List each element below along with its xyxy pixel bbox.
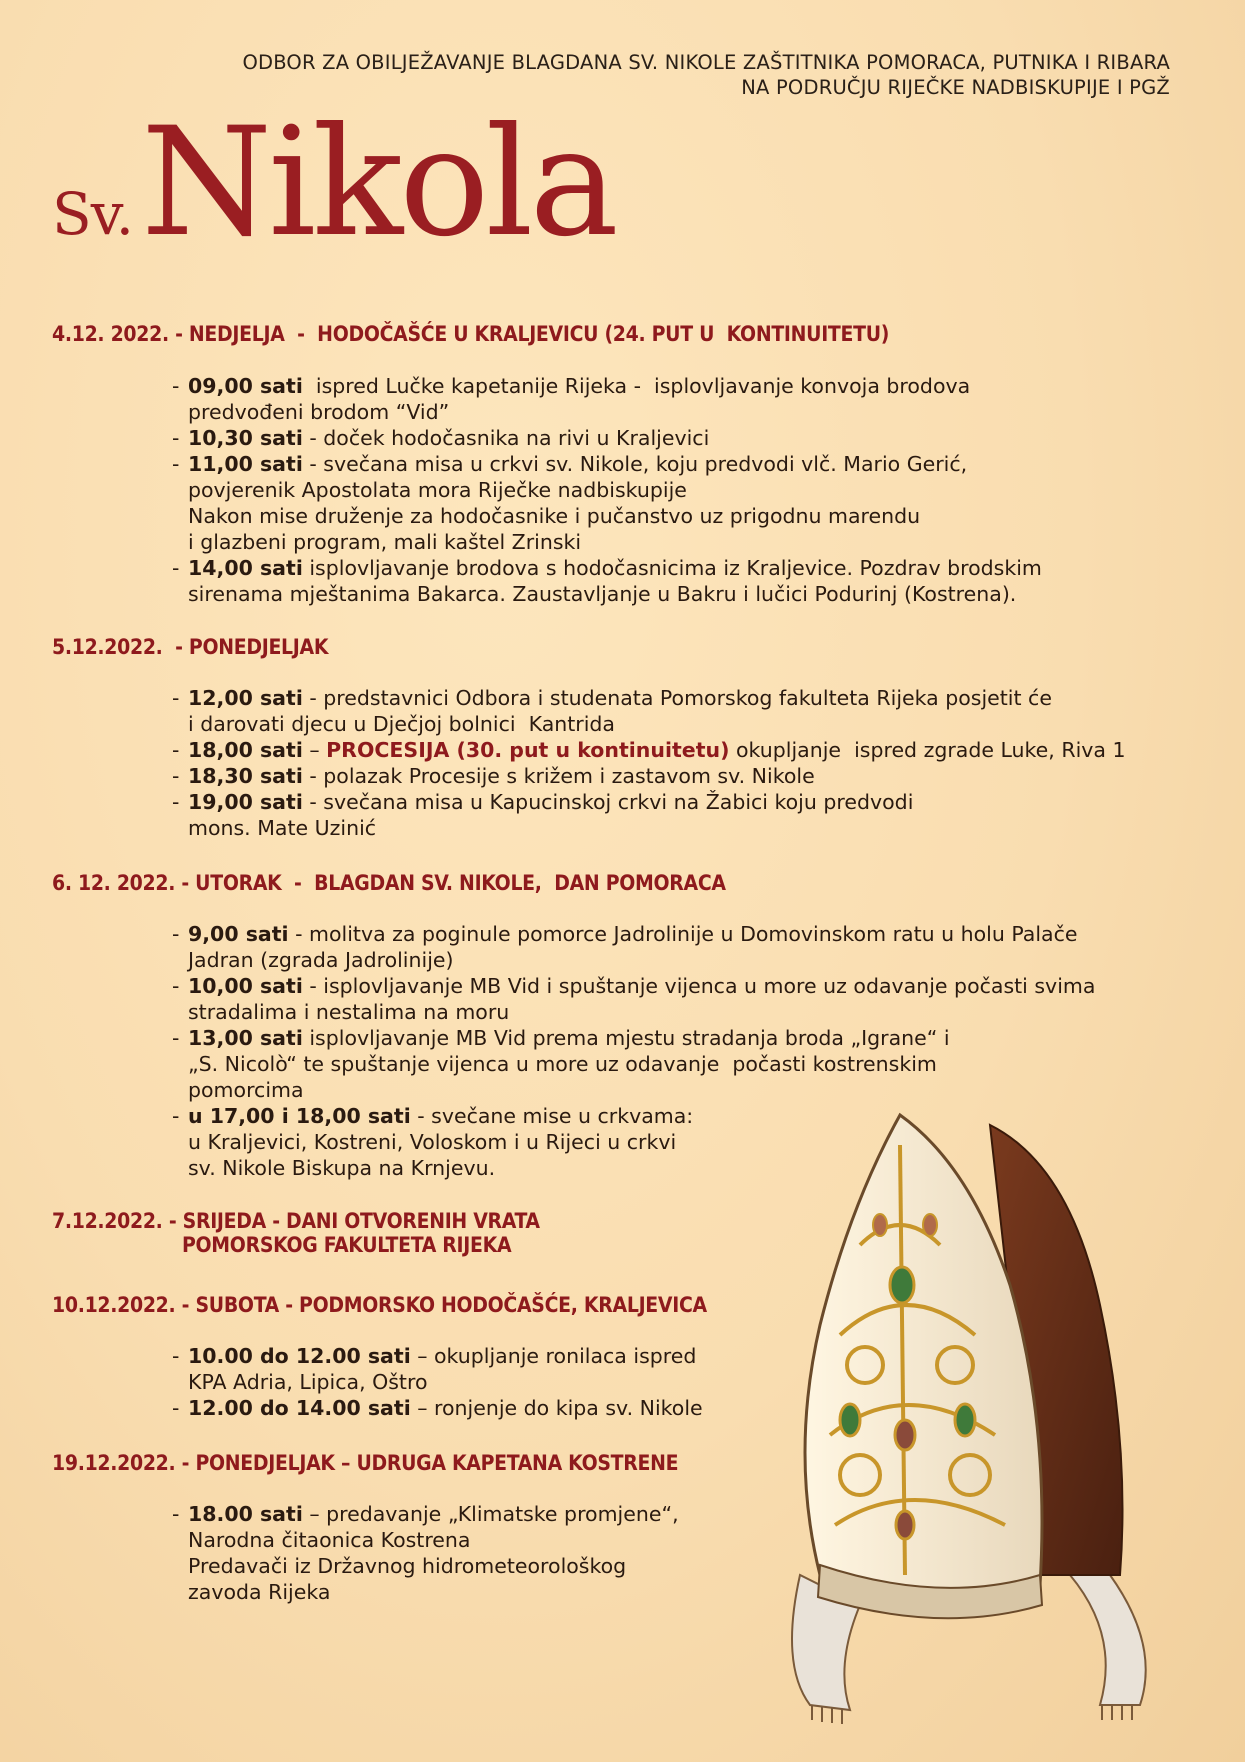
page-title	[52, 96, 615, 270]
section-heading-dec6: 6. 12. 2022. - UTORAK - BLAGDAN SV. NIKOLE, DAN POMORACA	[52, 871, 726, 895]
list-item-continuation: i darovati djecu u Dječjoj bolnici Kantrida	[188, 712, 615, 736]
list-item: - 18,30 sati - polazak Procesije s križem i zastavom sv. Nikole	[172, 764, 815, 788]
list-item-continuation: u Kraljevici, Kostreni, Voloskom i u Rijeci u crkvi	[188, 1130, 677, 1154]
list-item-continuation: i glazbeni program, mali kaštel Zrinski	[188, 530, 582, 554]
list-item-continuation: Jadran (zgrada Jadrolinije)	[188, 948, 454, 972]
list-item: - 09,00 sati ispred Lučke kapetanije Rijeka - isplovljavanje konvoja brodova	[172, 374, 971, 398]
list-item: - 12,00 sati - predstavnici Odbora i studenata Pomorskog fakulteta Rijeka posjetit će	[172, 686, 1052, 710]
section-heading-dec19: 19.12.2022. - PONEDJELJAK – UDRUGA KAPETANA KOSTRENE	[52, 1451, 679, 1475]
organizer-line-2: NA PODRUČJU RIJEČKE NADBISKUPIJE I PGŽ	[741, 76, 1170, 99]
list-item-continuation: Predavači iz Državnog hidrometeorološkog	[188, 1554, 627, 1578]
section-items-dec4	[172, 373, 1042, 607]
list-item-continuation: mons. Mate Uzinić	[188, 816, 377, 840]
section-heading-dec5: 5.12.2022. - PONEDJELJAK	[52, 635, 329, 659]
list-item: - 10.00 do 12.00 sati – okupljanje ronilaca ispred	[172, 1344, 697, 1368]
list-item: - 13,00 sati isplovljavanje MB Vid prema mjestu stradanja broda „Igrane“ i	[172, 1026, 950, 1050]
list-item: - 18,00 sati – PROCESIJA (30. put u kontinuitetu) okupljanje ispred zgrade Luke, Riva 1	[172, 738, 1126, 762]
list-item: - 10,00 sati - isplovljavanje MB Vid i spuštanje vijenca u more uz odavanje počasti svima	[172, 974, 1096, 998]
list-item: - 11,00 sati - svečana misa u crkvi sv. Nikole, koju predvodi vlč. Mario Gerić,	[172, 452, 968, 476]
list-item: - 18.00 sati – predavanje „Klimatske promjene“,	[172, 1502, 679, 1526]
title-prefix: Sv.	[52, 180, 134, 248]
list-item-continuation: predvođeni brodom “Vid”	[188, 400, 450, 424]
section-heading-dec7-cont: POMORSKOG FAKULTETA RIJEKA	[182, 1233, 512, 1257]
list-item-continuation: KPA Adria, Lipica, Oštro	[188, 1370, 428, 1394]
list-item-continuation: povjerenik Apostolata mora Riječke nadbiskupije	[188, 478, 687, 502]
list-item-continuation: „S. Nicolò“ te spuštanje vijenca u more uz odavanje počasti kostrenskim	[188, 1052, 937, 1076]
section-items-dec19	[172, 1501, 679, 1605]
section-heading-dec10: 10.12.2022. - SUBOTA - PODMORSKO HODOČAŠĆE, KRALJEVICA	[52, 1293, 707, 1317]
bishop-mitre-icon	[740, 1105, 1200, 1725]
list-item-continuation: Narodna čitaonica Kostrena	[188, 1528, 471, 1552]
list-item-continuation: sv. Nikole Biskupa na Krnjevu.	[188, 1156, 496, 1180]
list-item-continuation: Nakon mise druženje za hodočasnike i pučanstvo uz prigodnu marendu	[188, 504, 921, 528]
list-item-continuation: sirenama mještanima Bakarca. Zaustavljanje u Bakru i lučici Podurinj (Kostrena).	[188, 582, 1017, 606]
section-items-dec10	[172, 1343, 703, 1421]
list-item: - 9,00 sati - molitva za poginule pomorce Jadrolinije u Domovinskom ratu u holu Palače	[172, 922, 1078, 946]
organizer-line-1: ODBOR ZA OBILJEŽAVANJE BLAGDANA SV. NIKOLE ZAŠTITNIKA POMORACA, PUTNIKA I RIBARA	[242, 51, 1170, 74]
list-item: - u 17,00 i 18,00 sati - svečane mise u crkvama:	[172, 1104, 694, 1128]
section-items-dec5	[172, 685, 1126, 841]
list-item-continuation: zavoda Rijeka	[188, 1580, 331, 1604]
list-item: - 14,00 sati isplovljavanje brodova s hodočasnicima iz Kraljevice. Pozdrav brodskim	[172, 556, 1042, 580]
list-item-continuation: stradalima i nestalima na moru	[188, 1000, 510, 1024]
list-item: - 10,30 sati - doček hodočasnika na rivi u Kraljevici	[172, 426, 710, 450]
list-item: - 19,00 sati - svečana misa u Kapucinskoj crkvi na Žabici koju predvodi	[172, 790, 914, 814]
organizer-header	[70, 50, 1170, 100]
section-heading-dec7: 7.12.2022. - SRIJEDA - DANI OTVORENIH VRATA	[52, 1209, 540, 1233]
section-heading-dec4: 4.12. 2022. - NEDJELJA - HODOČAŠĆE U KRALJEVICU (24. PUT U KONTINUITETU)	[52, 322, 890, 346]
list-item-continuation: pomorcima	[188, 1078, 304, 1102]
list-item: - 12.00 do 14.00 sati – ronjenje do kipa sv. Nikole	[172, 1396, 703, 1420]
title-name: Nikola	[141, 96, 615, 270]
procession-highlight: PROCESIJA (30. put u kontinuitetu)	[326, 738, 730, 762]
